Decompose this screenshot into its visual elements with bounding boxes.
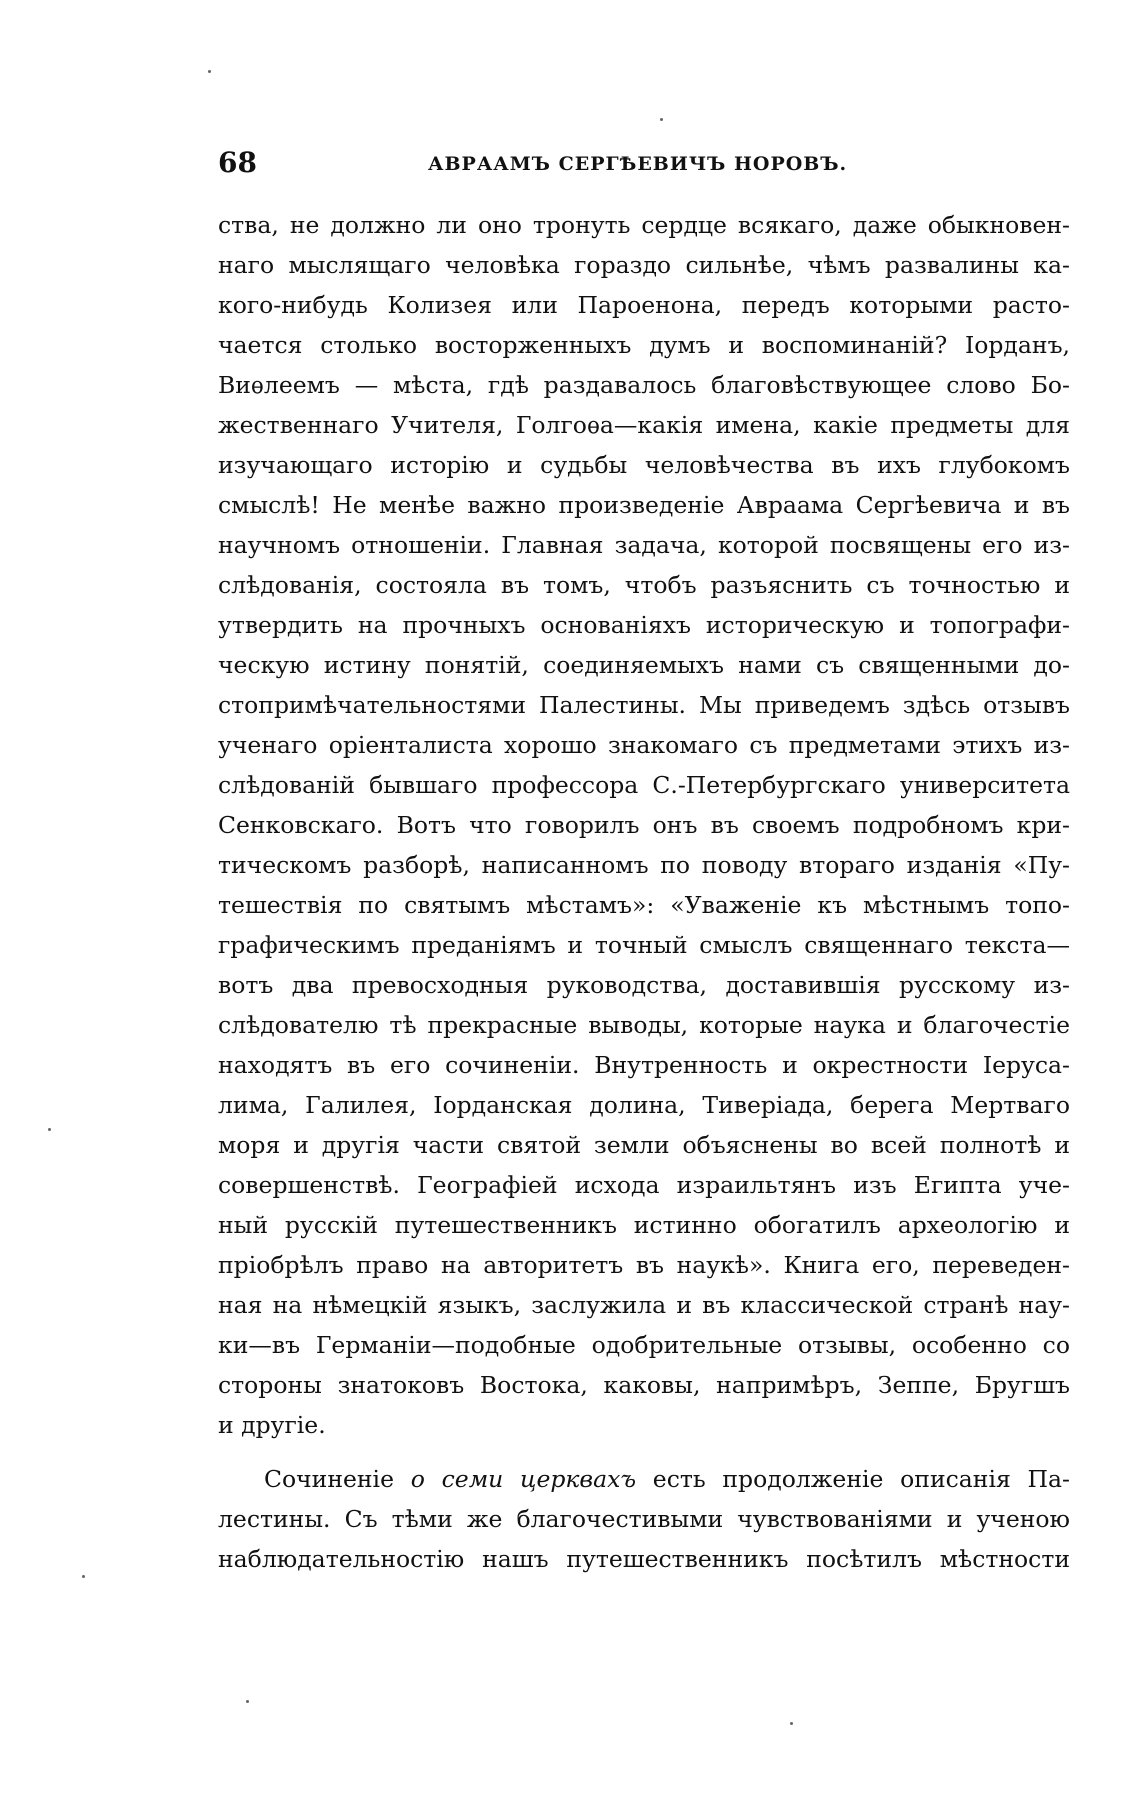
paragraph-line: наго мыслящаго человѣка гораздо сильнѣе, чѣмъ развалины ка- — [218, 251, 1070, 279]
page-number: 68 — [218, 146, 257, 179]
paragraph-line: изучающаго исторію и судьбы человѣчества въ ихъ глубокомъ — [218, 451, 1070, 479]
paragraph-line — [218, 1459, 1070, 1499]
paragraph-line: слѣдованій бывшаго профессора С.-Петербургскаго университета — [218, 771, 1070, 799]
paragraph-line: ная на нѣмецкій языкъ, заслужила и въ классической странѣ нау- — [218, 1291, 1070, 1319]
paragraph-line: утвердить на прочныхъ основаніяхъ историческую и топографи- — [218, 611, 1070, 639]
paragraph-line: лима, Галилея, Іорданская долина, Тиверіада, берега Мертваго — [218, 1091, 1070, 1119]
paragraph-line: ный русскій путешественникъ истинно обогатилъ археологію и — [218, 1211, 1070, 1239]
paragraph-line: чается столько восторженныхъ думъ и воспоминаній? Іорданъ, — [218, 331, 1070, 359]
paragraph-line: стороны знатоковъ Востока, каковы, напримѣръ, Зеппе, Бругшъ — [218, 1371, 1070, 1399]
running-title: АВРААМЪ СЕРГѢЕВИЧЪ НОРОВЪ. — [428, 153, 848, 175]
text-run: есть продолженіе описанія Па- — [636, 1465, 1070, 1493]
paragraph-line: и другіе. — [218, 1411, 326, 1439]
paragraph-line: слѣдованія, состояла въ томъ, чтобъ разъяснить съ точностью и — [218, 571, 1070, 599]
paragraph-line: жественнаго Учителя, Голгоѳа—какія имена, какіе предметы для — [218, 411, 1070, 439]
paragraph-2 — [218, 1459, 1070, 1579]
paragraph-line: Виѳлеемъ — мѣста, гдѣ раздавалось благовѣствующее слово Бо- — [218, 371, 1070, 399]
paragraph-line: графическимъ преданіямъ и точный смыслъ священнаго текста— — [218, 931, 1070, 959]
paragraph-line: находятъ въ его сочиненіи. Внутренность и окрестности Іеруса- — [218, 1051, 1070, 1079]
paragraph-line: пріобрѣлъ право на авторитетъ въ наукѣ». Книга его, переведен- — [218, 1251, 1070, 1279]
scan-speck — [246, 1700, 249, 1703]
paragraph-line: ства, не должно ли оно тронуть сердце всякаго, даже обыкновен- — [218, 211, 1070, 239]
paragraph-gap — [218, 1445, 1070, 1459]
paragraph-line: моря и другія части святой земли объяснены во всей полнотѣ и — [218, 1131, 1070, 1159]
scan-speck — [48, 1128, 51, 1131]
body-text — [218, 205, 1070, 1579]
paragraph-line: наблюдательностію нашъ путешественникъ посѣтилъ мѣстности — [218, 1545, 1070, 1573]
paragraph-line: тическомъ разборѣ, написанномъ по поводу вторaго изданія «Пу- — [218, 851, 1070, 879]
scan-speck — [790, 1722, 793, 1725]
paragraph-line: совершенствѣ. Географіей исхода израильтянъ изъ Египта уче- — [218, 1171, 1070, 1199]
paragraph-line: слѣдователю тѣ прекрасные выводы, которые наука и благочестіе — [218, 1011, 1070, 1039]
paragraph-line: научномъ отношеніи. Главная задача, которой посвящены его из- — [218, 531, 1070, 559]
paragraph-line: ки—въ Германіи—подобные одобрительные отзывы, особенно со — [218, 1331, 1070, 1359]
paragraph-line: вотъ два превосходныя руководства, доставившія русскому из- — [218, 971, 1070, 999]
scan-speck — [208, 70, 211, 73]
paragraph-line: смыслѣ! Не менѣе важно произведеніе Авраама Сергѣевича и въ — [218, 491, 1070, 519]
paragraph-line: стопримѣчательностями Палестины. Мы приведемъ здѣсь отзывъ — [218, 691, 1070, 719]
paragraph-line: лестины. Съ тѣми же благочестивыми чувствованіями и ученою — [218, 1505, 1070, 1533]
scan-speck — [660, 118, 663, 121]
paragraph-line: Сенковскаго. Вотъ что говорилъ онъ въ своемъ подробномъ кри- — [218, 811, 1070, 839]
text-run: Сочиненіе — [264, 1465, 411, 1493]
paragraph-line: ученаго оріенталиста хорошо знакомаго съ предметами этихъ из- — [218, 731, 1070, 759]
page-header — [218, 143, 1070, 183]
scan-speck — [82, 1575, 85, 1578]
paragraph-line: тешествія по святымъ мѣстамъ»: «Уваженіе къ мѣстнымъ топо- — [218, 891, 1070, 919]
paragraph-line: ческую истину понятій, соединяемыхъ нами съ священными до- — [218, 651, 1070, 679]
paragraph-1 — [218, 205, 1070, 1445]
italic-title: о семи церквахъ — [410, 1465, 637, 1493]
paragraph-line: кого-нибудь Колизея или Пароенона, передъ которыми расто- — [218, 291, 1070, 319]
